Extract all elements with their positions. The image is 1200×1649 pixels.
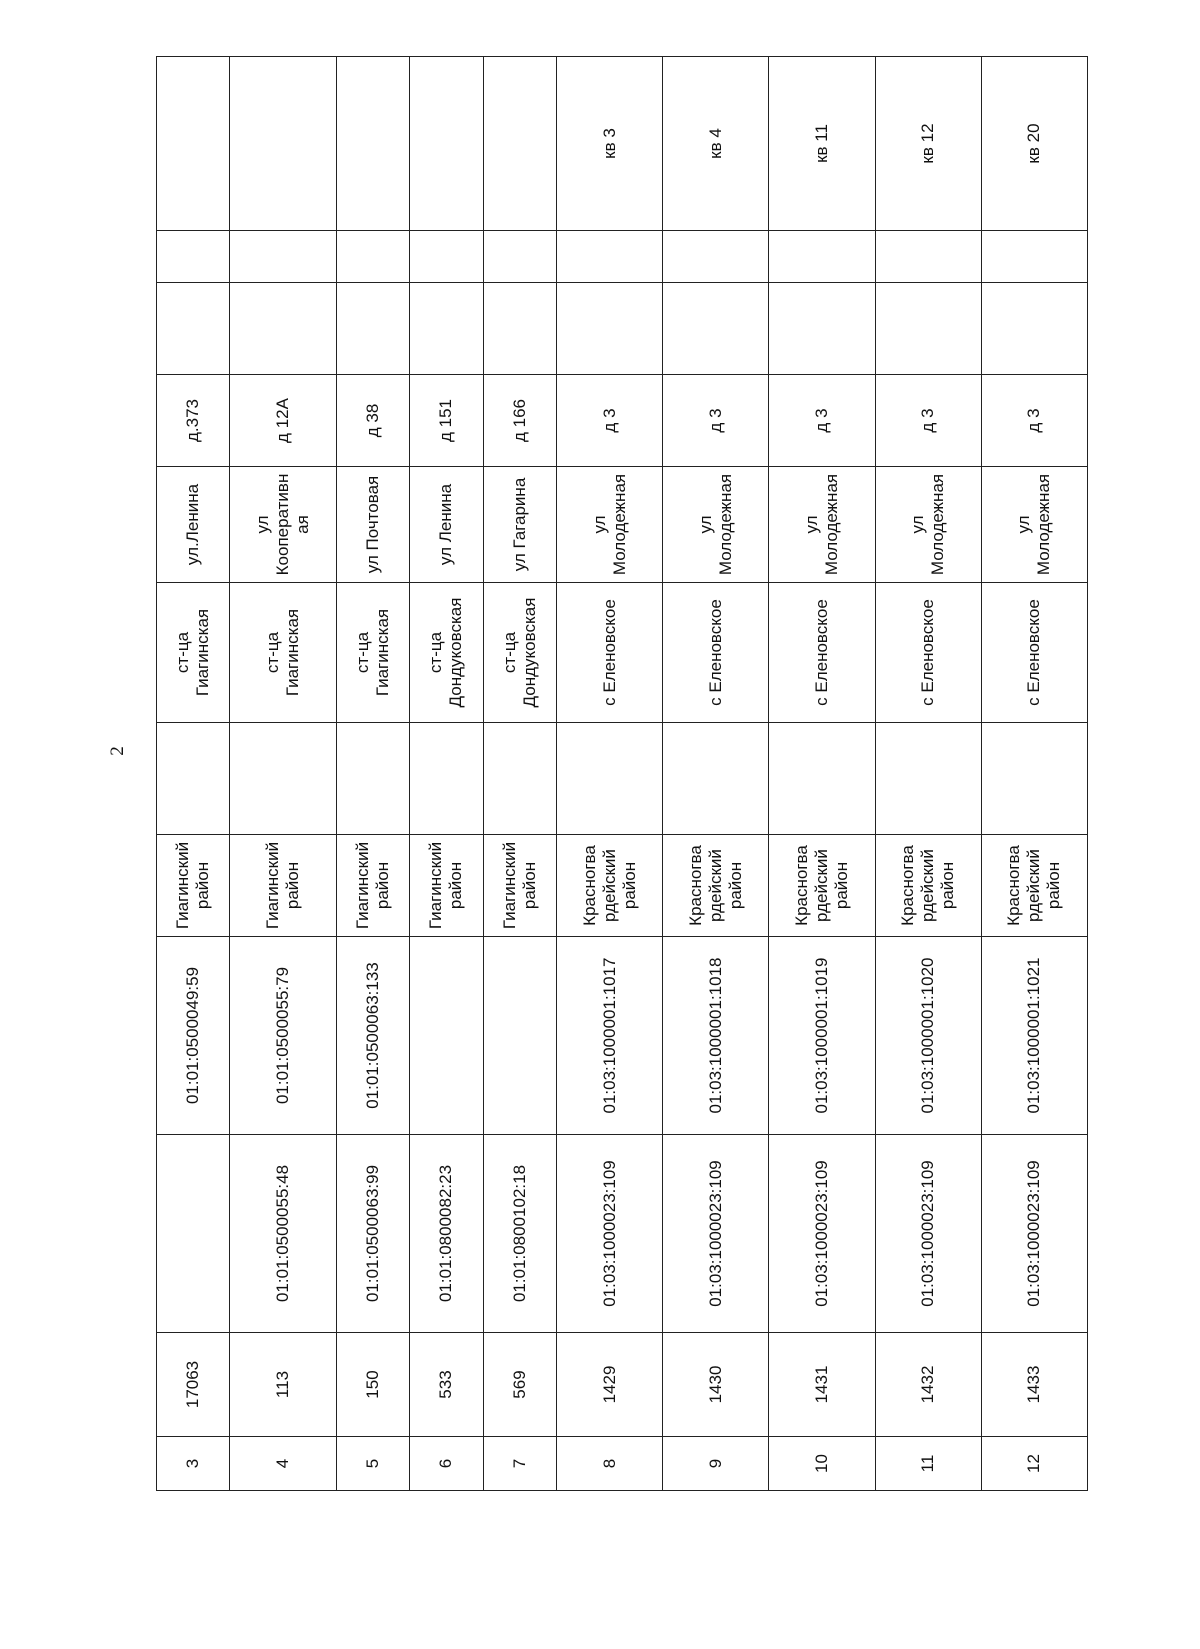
table-body [157,57,1088,1491]
cadastral-number-2-cell: 01:03:1000001:1019 [769,937,875,1135]
table-row [981,57,1087,1491]
cadastral-number-cell: 01:03:1000023:109 [769,1135,875,1333]
apartment-cell: кв 4 [663,57,769,231]
district-cell: Гиагинский район [230,835,336,937]
cadastral-number-cell: 01:01:0800102:18 [483,1135,556,1333]
empty-cell [981,231,1087,283]
row-number-cell: 6 [410,1437,483,1491]
empty-cell [157,723,230,835]
table-row [336,57,409,1491]
district-cell: Красногвардейский район [557,835,663,937]
object-code-cell: 1430 [663,1333,769,1437]
street-cell: ул Молодежная [557,467,663,583]
empty-cell [875,283,981,375]
object-code-cell: 1431 [769,1333,875,1437]
table-sheet [156,57,1088,1491]
empty-cell [157,231,230,283]
street-cell: ул.Ленина [157,467,230,583]
district-cell: Гиагинский район [336,835,409,937]
empty-cell [483,723,556,835]
cadastral-number-2-cell: 01:01:0500049:59 [157,937,230,1135]
empty-cell [557,723,663,835]
street-cell: ул Молодежная [663,467,769,583]
house-cell: д 3 [557,375,663,467]
cadastral-number-cell: 01:01:0500055:48 [230,1135,336,1333]
object-code-cell: 1433 [981,1333,1087,1437]
settlement-cell: с Еленовское [981,583,1087,723]
row-number-cell: 7 [483,1437,556,1491]
object-code-cell: 1432 [875,1333,981,1437]
district-cell: Гиагинский район [410,835,483,937]
cadastral-number-2-cell: 01:03:1000001:1018 [663,937,769,1135]
empty-cell [663,283,769,375]
house-cell: д 3 [981,375,1087,467]
settlement-cell: ст-ца Дондуковская [483,583,556,723]
cadastral-number-cell: 01:03:1000023:109 [663,1135,769,1333]
empty-cell [230,723,336,835]
row-number-cell: 11 [875,1437,981,1491]
empty-cell [981,723,1087,835]
street-cell: ул Молодежная [981,467,1087,583]
settlement-cell: ст-ца Гиагинская [157,583,230,723]
district-cell: Красногвардейский район [875,835,981,937]
street-cell: ул Молодежная [769,467,875,583]
object-code-cell: 150 [336,1333,409,1437]
cadastral-number-2-cell: 01:03:1000001:1020 [875,937,981,1135]
empty-cell [230,283,336,375]
object-code-cell: 17063 [157,1333,230,1437]
row-number-cell: 10 [769,1437,875,1491]
empty-cell [875,231,981,283]
settlement-cell: ст-ца Гиагинская [336,583,409,723]
cadastral-number-2-cell: 01:01:0500063:133 [336,937,409,1135]
empty-cell [483,283,556,375]
settlement-cell: с Еленовское [663,583,769,723]
house-cell: д 12А [230,375,336,467]
street-cell: ул Ленина [410,467,483,583]
cadastral-number-2-cell: 01:01:0500055:79 [230,937,336,1135]
empty-cell [410,231,483,283]
cadastral-number-cell: 01:03:1000023:109 [875,1135,981,1333]
empty-cell [875,723,981,835]
cadastral-number-cell: 01:01:0500063:99 [336,1135,409,1333]
apartment-cell [410,57,483,231]
object-code-cell: 569 [483,1333,556,1437]
house-cell: д 3 [875,375,981,467]
row-number-cell: 3 [157,1437,230,1491]
empty-cell [336,231,409,283]
empty-cell [336,723,409,835]
empty-cell [557,283,663,375]
table-row [157,57,230,1491]
empty-cell [981,283,1087,375]
page-number: 2 [107,746,128,756]
row-number-cell: 5 [336,1437,409,1491]
apartment-cell [157,57,230,231]
empty-cell [410,723,483,835]
object-code-cell: 533 [410,1333,483,1437]
apartment-cell: кв 20 [981,57,1087,231]
district-cell: Красногвардейский район [981,835,1087,937]
table-row [483,57,556,1491]
apartment-cell: кв 3 [557,57,663,231]
house-cell: д 38 [336,375,409,467]
table-row [663,57,769,1491]
cadastral-number-2-cell: 01:03:1000001:1017 [557,937,663,1135]
apartment-cell [483,57,556,231]
settlement-cell: ст-ца Гиагинская [230,583,336,723]
object-code-cell: 113 [230,1333,336,1437]
table-row [875,57,981,1491]
apartment-cell: кв 12 [875,57,981,231]
settlement-cell: с Еленовское [769,583,875,723]
address-table [156,56,1088,1491]
district-cell: Гиагинский район [483,835,556,937]
object-code-cell: 1429 [557,1333,663,1437]
cadastral-number-cell: 01:03:1000023:109 [981,1135,1087,1333]
house-cell: д 166 [483,375,556,467]
apartment-cell [336,57,409,231]
street-cell: ул Кооперативная [230,467,336,583]
table-row [230,57,336,1491]
empty-cell [410,283,483,375]
street-cell: ул Гагарина [483,467,556,583]
district-cell: Гиагинский район [157,835,230,937]
house-cell: д 3 [663,375,769,467]
row-number-cell: 9 [663,1437,769,1491]
house-cell: д 3 [769,375,875,467]
empty-cell [769,723,875,835]
empty-cell [230,231,336,283]
apartment-cell: кв 11 [769,57,875,231]
empty-cell [663,231,769,283]
empty-cell [336,283,409,375]
table-row [769,57,875,1491]
house-cell: д 151 [410,375,483,467]
cadastral-number-cell [157,1135,230,1333]
street-cell: ул Молодежная [875,467,981,583]
empty-cell [483,231,556,283]
street-cell: ул Почтовая [336,467,409,583]
settlement-cell: с Еленовское [557,583,663,723]
settlement-cell: с Еленовское [875,583,981,723]
table-row [557,57,663,1491]
cadastral-number-2-cell [483,937,556,1135]
house-cell: д.373 [157,375,230,467]
cadastral-number-2-cell: 01:03:1000001:1021 [981,937,1087,1135]
empty-cell [663,723,769,835]
settlement-cell: ст-ца Дондуковская [410,583,483,723]
empty-cell [769,231,875,283]
apartment-cell [230,57,336,231]
district-cell: Красногвардейский район [663,835,769,937]
row-number-cell: 4 [230,1437,336,1491]
row-number-cell: 12 [981,1437,1087,1491]
cadastral-number-cell: 01:03:1000023:109 [557,1135,663,1333]
cadastral-number-2-cell [410,937,483,1135]
cadastral-number-cell: 01:01:0800082:23 [410,1135,483,1333]
empty-cell [157,283,230,375]
row-number-cell: 8 [557,1437,663,1491]
table-row [410,57,483,1491]
empty-cell [769,283,875,375]
empty-cell [557,231,663,283]
district-cell: Красногвардейский район [769,835,875,937]
